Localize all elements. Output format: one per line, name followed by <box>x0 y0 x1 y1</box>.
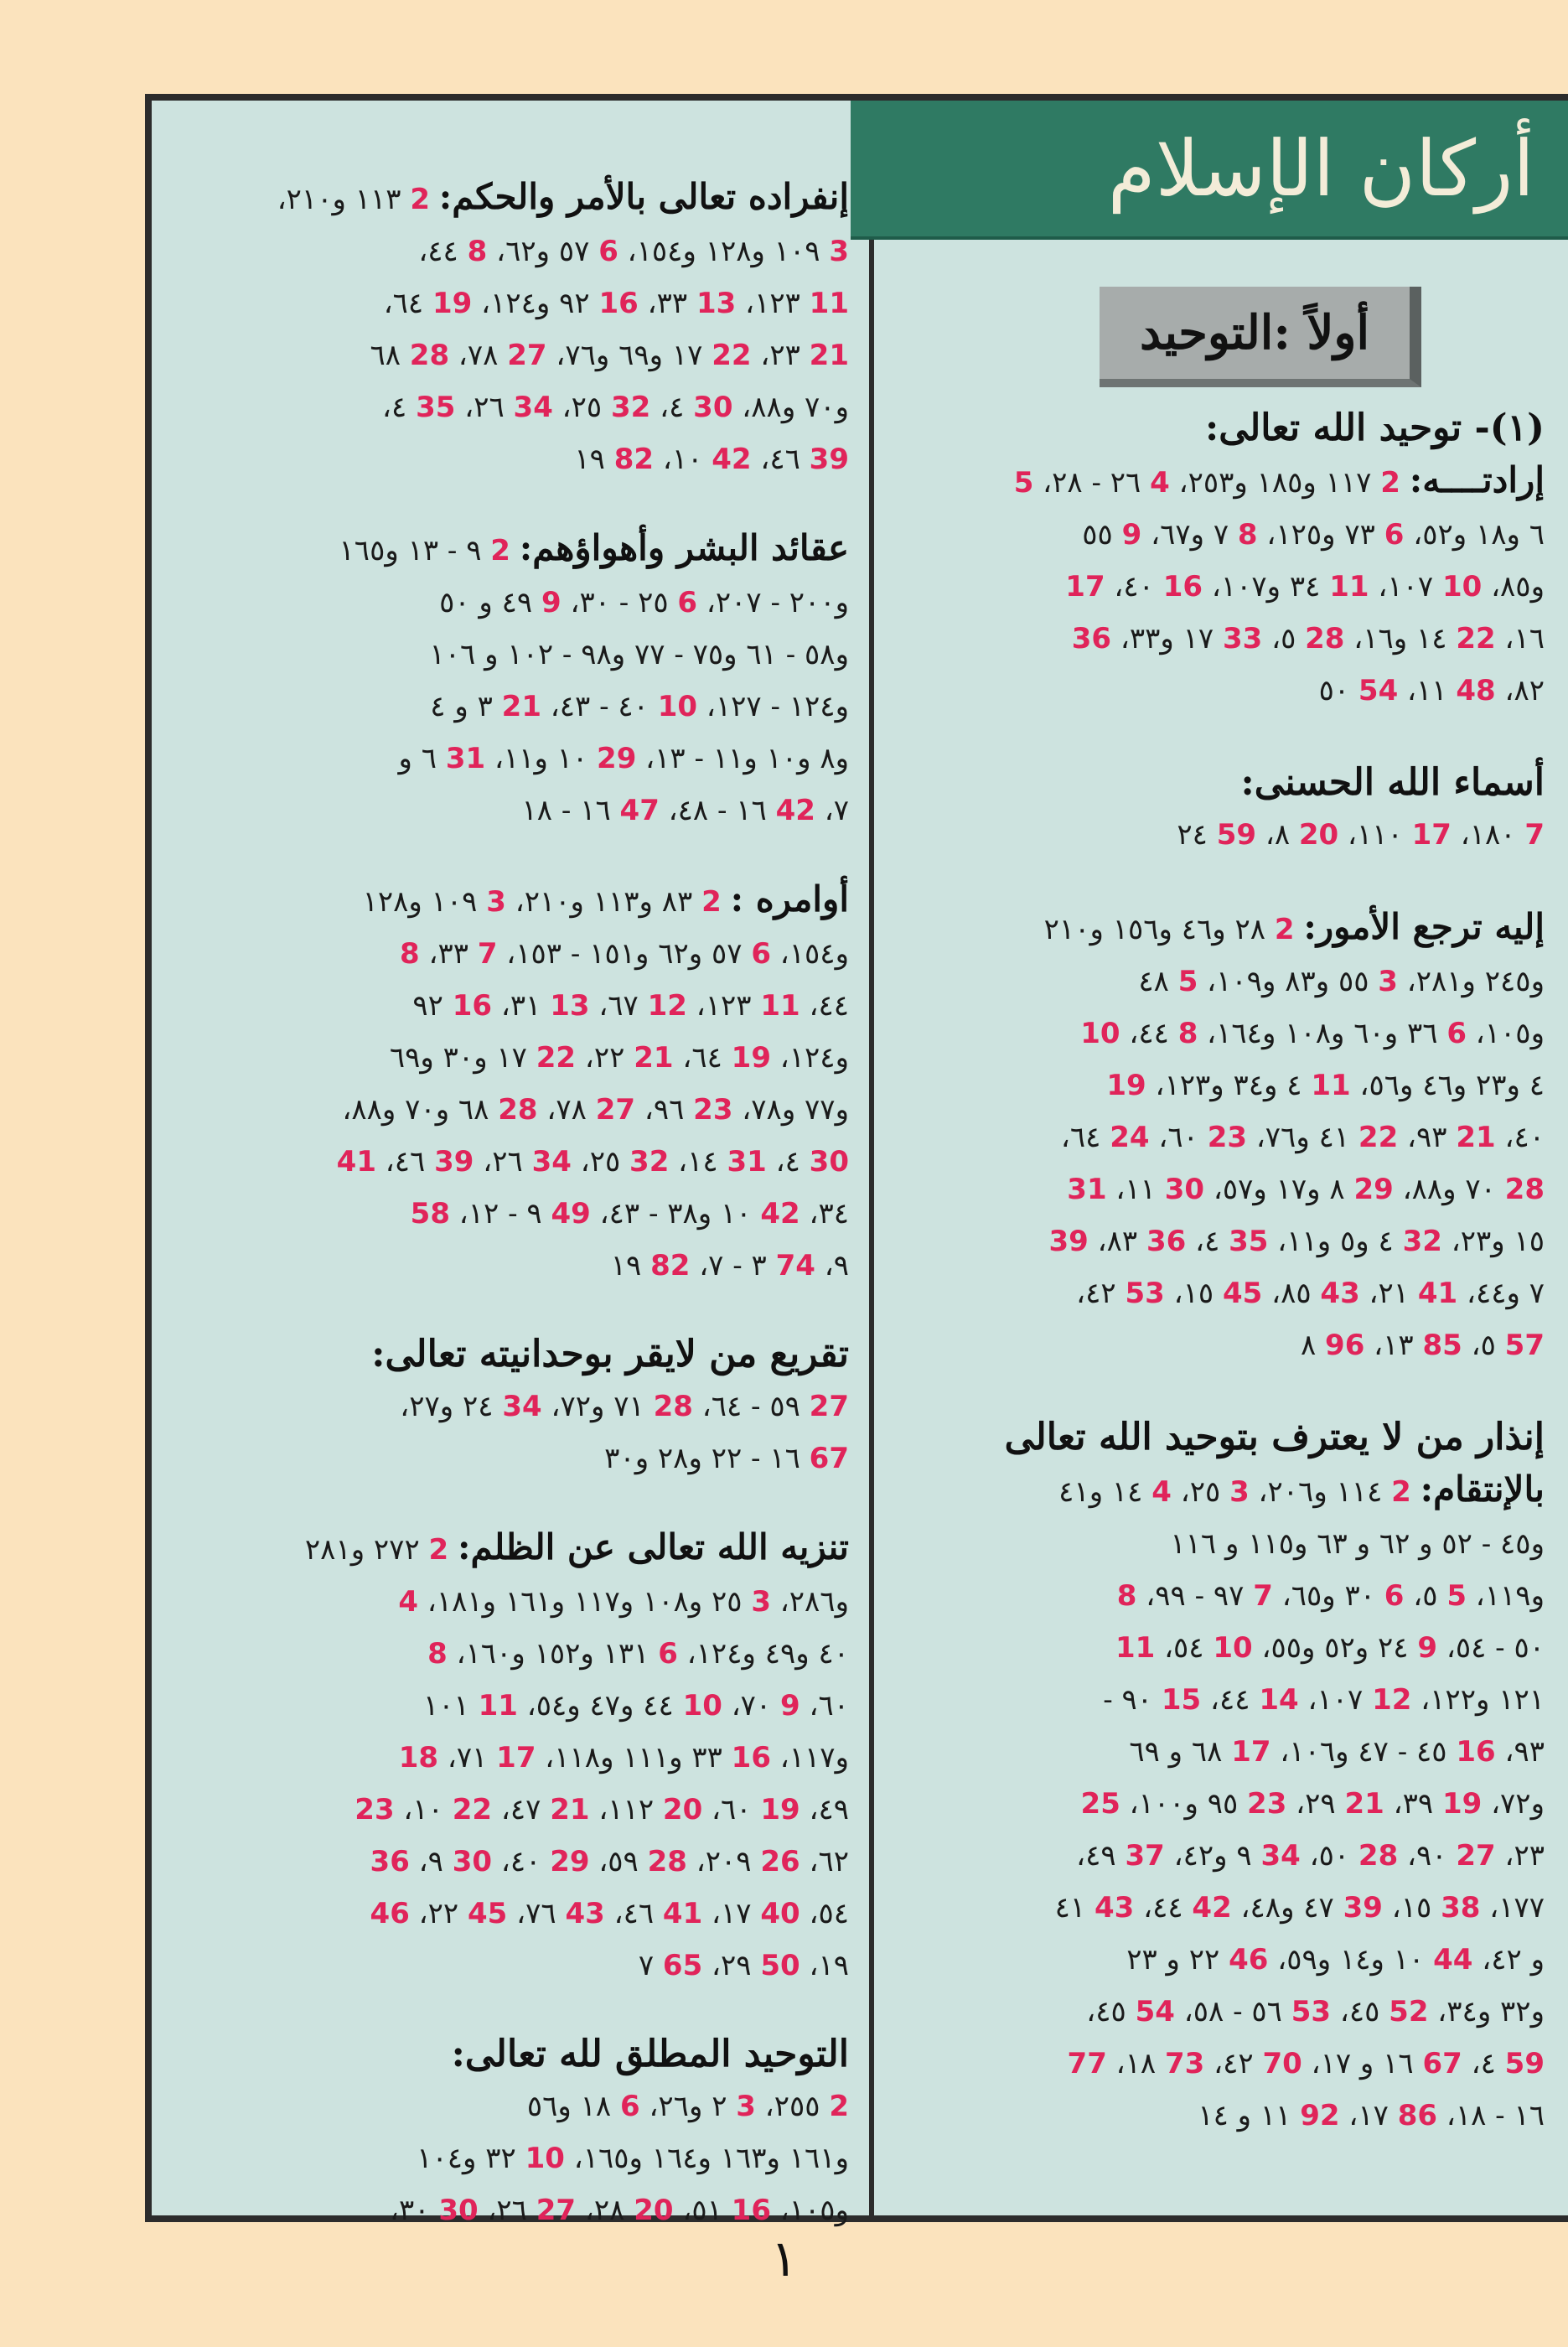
sura-number: 52 <box>1389 1995 1429 2028</box>
sura-number: 6 <box>658 1637 678 1671</box>
sura-number: 10 <box>1213 1631 1253 1665</box>
sura-number: 22 <box>1456 622 1496 655</box>
sura-number: 54 <box>1358 674 1399 707</box>
entry-line: و١٢٤، 19 ٦٤، 21 ٢٢، 22 ١٧ و٣٠ و٦٩ <box>389 1041 849 1075</box>
entry-line: بالإنتقام: 2 ١١٤ و٢٠٦، 3 ٢٥، 4 ١٤ و٤١ <box>1058 1469 1545 1510</box>
sura-number: 41 <box>1417 1277 1458 1310</box>
entry-line: و٨٥، 10 ١٠٧، 11 ٣٤ و١٠٧، 16 ٤٠، 17 <box>1065 570 1545 604</box>
sura-number: 30 <box>452 1845 493 1878</box>
sura-number: 92 <box>1300 2099 1340 2132</box>
sura-number: 35 <box>1229 1225 1269 1258</box>
sura-number: 3 <box>1229 1475 1250 1509</box>
entry-line: و٧٧ و٧٨، 23 ٩٦، 27 ٧٨، 28 ٦٨ و٧٠ و٨٨، <box>342 1093 849 1127</box>
sura-number: 43 <box>565 1897 605 1930</box>
entry-line: ٦٢، 26 ٢٠٩، 28 ٥٩، 29 ٤٠، 30 ٩، 36 <box>370 1845 849 1878</box>
right-column-content <box>851 402 1568 2142</box>
entry-line: ٦٠، 9 ٧٠، 10 ٤٤ و٤٧ و٥٤، 11 ١٠١ <box>422 1689 849 1723</box>
entry-line: و١٠٥، 6 ٣٦ و٦٠ و١٠٨ و١٦٤، 8 ٤٤، 10 <box>1080 1017 1545 1050</box>
block-heading: أوامره : <box>730 878 849 920</box>
sura-number: 17 <box>496 1741 536 1774</box>
sura-number: 8 <box>427 1637 448 1671</box>
sura-number: 10 <box>1441 570 1483 604</box>
sura-number: 32 <box>1402 1225 1442 1258</box>
entry-line: ٤ و٢٣ و٤٦ و٥٦، 11 ٤ و٣٤ و١٢٣، 19 <box>1106 1069 1545 1102</box>
entry-line: و٢٠٠ - ٢٠٧، 6 ٢٥ - ٣٠، 9 ٤٩ و ٥٠ <box>439 586 849 619</box>
sura-number: 8 <box>1116 1579 1137 1613</box>
sura-number: 4 <box>1150 466 1170 500</box>
sura-number: 3 <box>829 235 849 268</box>
entry-line: 39 ٤٦، 42 ١٠، 82 ١٩ <box>574 443 849 476</box>
entry-line: ١٩، 50 ٢٩، 65 ٧ <box>638 1949 849 1982</box>
sura-number: 30 <box>438 2194 479 2227</box>
sura-number: 11 <box>1311 1069 1351 1102</box>
sura-number: 58 <box>410 1197 450 1230</box>
sura-number: 28 <box>409 339 450 372</box>
entry-line: ٤٠، 21 ٩٣، 22 ٤١ و٧٦، 23 ٦٠، 24 ٦٤، <box>1060 1121 1545 1154</box>
sura-number: 48 <box>1456 674 1496 707</box>
entry-line: و١٦١ و١٦٣ و١٦٤ و١٦٥، 10 ٣٢ و١٠٤ <box>417 2142 849 2175</box>
sura-number: 17 <box>1231 1735 1271 1769</box>
sura-number: 32 <box>629 1145 670 1179</box>
sura-number: 16 <box>1162 570 1203 604</box>
sura-number: 11 <box>809 287 849 320</box>
entry-line: و٧٠ و٨٨، 30 ٤، 32 ٢٥، 34 ٢٦، 35 ٤، <box>382 391 849 424</box>
sura-number: 42 <box>712 443 752 476</box>
sura-number: 23 <box>1247 1787 1287 1821</box>
sura-number: 67 <box>809 1442 849 1475</box>
right-column <box>851 101 1568 2215</box>
sura-number: 29 <box>1353 1173 1394 1206</box>
block-heading: تقريع من لايقر بوحدانيته تعالى: <box>371 1333 849 1376</box>
sura-number: 21 <box>1456 1121 1496 1154</box>
sura-number: 42 <box>760 1197 800 1230</box>
entry-line: ٥٤، 40 ١٧، 41 ٤٦، 43 ٧٦، 45 ٢٢، 46 <box>370 1897 849 1930</box>
entry-line: 59 ٤، 67 ١٦ و ١٧، 70 ٤٢، 73 ١٨، 77 <box>1067 2047 1545 2080</box>
sura-number: 5 <box>1446 1579 1467 1613</box>
entry-line: 67 ١٦ - ٢٢ و٢٨ و٣٠ <box>604 1442 849 1475</box>
sura-number: 41 <box>662 1897 703 1930</box>
sura-number: 21 <box>1344 1787 1384 1821</box>
entry-line: ١٢١ و١٢٢، 12 ١٠٧، 14 ٤٤، 15 ٩٠ - <box>1103 1683 1545 1717</box>
sura-number: 6 <box>1446 1017 1467 1050</box>
entry-line: ١٦، 22 ١٤ و١٦، 28 ٥، 33 ١٧ و٣٣، 36 <box>1071 622 1545 655</box>
sura-number: 6 <box>598 235 618 268</box>
sura-number: 65 <box>662 1949 703 1982</box>
sura-number: 28 <box>1305 622 1345 655</box>
sura-number: 28 <box>653 1390 693 1423</box>
sura-number: 46 <box>370 1897 410 1930</box>
block-heading: بالإنتقام: <box>1420 1469 1545 1510</box>
entry-line: أوامره : 2 ٨٣ و١١٣ و٢١٠، 3 ١٠٩ و١٢٨ <box>362 878 849 920</box>
sura-number: 31 <box>445 742 486 775</box>
sura-number: 7 <box>1253 1579 1273 1613</box>
sura-number: 29 <box>550 1845 590 1878</box>
sura-number: 46 <box>1229 1943 1269 1977</box>
sura-number: 9 <box>1121 518 1142 552</box>
entry-line: 30 ٤، 31 ١٤، 32 ٢٥، 34 ٢٦، 39 ٤٦، 41 <box>336 1145 849 1179</box>
sura-number: 2 <box>490 534 510 567</box>
sura-number: 85 <box>1422 1329 1462 1362</box>
sura-number: 30 <box>809 1145 849 1179</box>
block-heading: إليه ترجع الأمور: <box>1303 906 1545 947</box>
block-heading: عقائد البشر وأهواؤهم: <box>519 527 849 568</box>
entry-line: و٥٨ - ٦١ و٧٥ - ٧٧ و٩٨ - ١٠٢ و ١٠٦ <box>429 638 849 671</box>
sura-number: 34 <box>1260 1839 1301 1873</box>
sura-number: 41 <box>336 1145 376 1179</box>
sura-number: 13 <box>550 989 590 1023</box>
sura-number: 6 <box>1384 518 1405 552</box>
entry-line: و٢٨٦، 3 ٢٥ و١٠٨ و١١٧ و١٦١ و١٨١، 4 <box>398 1585 849 1619</box>
entry-line: و١٢٤ - ١٢٧، 10 ٤٠ - ٤٣، 21 ٣ و ٤ <box>430 690 849 723</box>
sura-number: 32 <box>610 391 651 424</box>
sura-number: 9 <box>541 586 561 619</box>
entry-line: 28 ٧٠ و٨٨، 29 ٨ و١٧ و٥٧، 30 ١١، 31 <box>1067 1173 1545 1206</box>
block-heading: أسماء الله الحسنى: <box>1240 761 1545 804</box>
sura-number: 25 <box>1080 1787 1120 1821</box>
sura-number: 70 <box>1262 2047 1302 2080</box>
sura-number: 45 <box>468 1897 508 1930</box>
sura-number: 86 <box>1397 2099 1438 2132</box>
entry-line: 2 ٢٥٥، 3 ٢ و٢٦، 6 ١٨ و٥٦ <box>526 2090 849 2123</box>
entry-line: ٤٤، 11 ١٢٣، 12 ٦٧، 13 ٣١، 16 ٩٢ <box>412 989 849 1023</box>
entry-line: ١٦ - ١٨، 86 ١٧، 92 ١١ و ١٤ <box>1198 2099 1545 2132</box>
sura-number: 6 <box>751 937 771 971</box>
sura-number: 8 <box>1237 518 1258 552</box>
sura-number: 23 <box>1207 1121 1248 1154</box>
sura-number: 28 <box>1504 1173 1545 1206</box>
block-heading: إرادتــــه: <box>1409 459 1545 500</box>
section-heading: (١)- توحيد الله تعالى: <box>1204 407 1545 449</box>
sura-number: 42 <box>1192 1891 1232 1925</box>
sura-number: 19 <box>432 287 473 320</box>
sura-number: 22 <box>1358 1121 1399 1154</box>
entry-line: ٤٠ و٤٩ و١٢٤، 6 ١٣١ و١٥٢ و١٦٠، 8 <box>427 1637 849 1671</box>
sura-number: 35 <box>416 391 456 424</box>
entry-line: و ٤٢، 44 ١٠ و١٤ و٥٩، 46 ٢٢ و ٢٣ <box>1126 1943 1545 1977</box>
sura-number: 3 <box>486 885 506 919</box>
entry-line: و٣٢ و٣٤، 52 ٤٥، 53 ٥٦ - ٥٨، 54 ٤٥، <box>1086 1995 1545 2028</box>
sura-number: 17 <box>1065 570 1105 604</box>
sura-number: 3 <box>1378 965 1398 998</box>
sura-number: 45 <box>1222 1277 1263 1310</box>
entry-line: و١١٩، 5 ٥، 6 ٣٠ و٦٥، 7 ٩٧ - ٩٩، 8 <box>1116 1579 1545 1613</box>
sura-number: 6 <box>619 2090 640 2123</box>
sura-number: 2 <box>1274 913 1295 946</box>
entry-line: تنزيه الله تعالى عن الظلم: 2 ٢٧٢ و٢٨١ <box>304 1526 849 1567</box>
sura-number: 21 <box>501 690 541 723</box>
sura-number: 8 <box>400 937 420 971</box>
entry-line: ٨٢، 48 ١١، 54 ٥٠ <box>1318 674 1545 707</box>
sura-number: 18 <box>398 1741 439 1774</box>
sura-number: 10 <box>657 690 698 723</box>
sura-number: 36 <box>1071 622 1112 655</box>
sura-number: 27 <box>507 339 547 372</box>
sura-number: 22 <box>712 339 752 372</box>
sura-number: 7 <box>1524 818 1545 852</box>
sura-number: 10 <box>525 2142 565 2175</box>
entry-line: إرادتــــه: 2 ١١٧ و١٨٥ و٢٥٣، 4 ٢٦ - ٢٨، 5 <box>1013 459 1545 500</box>
sura-number: 38 <box>1441 1891 1481 1925</box>
sura-number: 11 <box>1329 570 1369 604</box>
sura-number: 39 <box>1048 1225 1089 1258</box>
entry-line: ٤٩، 19 ٦٠، 20 ١١٢، 21 ٤٧، 22 ١٠، 23 <box>354 1793 849 1826</box>
sura-number: 16 <box>452 989 493 1023</box>
header-bar <box>851 101 1568 240</box>
sura-number: 30 <box>693 391 733 424</box>
sura-number: 2 <box>1391 1475 1411 1509</box>
sura-number: 57 <box>1504 1329 1545 1362</box>
sura-number: 8 <box>1177 1017 1198 1050</box>
sura-number: 27 <box>536 2194 577 2227</box>
sura-number: 39 <box>434 1145 474 1179</box>
sura-number: 36 <box>1146 1225 1187 1258</box>
entry-line: و٧٢، 19 ٣٩، 21 ٢٩، 23 ٩٥ و١٠٠، 25 <box>1080 1787 1545 1821</box>
entry-line: عقائد البشر وأهواؤهم: 2 ٩ - ١٣ و١٦٥ <box>339 527 849 568</box>
entry-line: 21 ٢٣، 22 ١٧ و٦٩ و٧٦، 27 ٧٨، 28 ٦٨ <box>370 339 849 372</box>
right-block <box>874 757 1545 861</box>
sura-number: 23 <box>354 1793 395 1826</box>
sura-number: 17 <box>1411 818 1452 852</box>
entry-line: ٧ و٤٤، 41 ٢١، 43 ٨٥، 45 ١٥، 53 ٤٢، <box>1076 1277 1545 1310</box>
sura-number: 20 <box>662 1793 703 1826</box>
sura-number: 19 <box>1106 1069 1146 1102</box>
sura-number: 36 <box>370 1845 410 1878</box>
entry-line: ٣٤، 42 ١٠ و٣٨ - ٤٣، 49 ٩ - ١٢، 58 <box>410 1197 849 1230</box>
sura-number: 24 <box>1110 1121 1150 1154</box>
sura-number: 16 <box>731 2194 771 2227</box>
entry-line: و٢٤٥ و٢٨١، 3 ٥٥ و٨٣ و١٠٩، 5 ٤٨ <box>1138 965 1545 998</box>
sura-number: 19 <box>760 1793 800 1826</box>
sura-number: 27 <box>809 1390 849 1423</box>
left-block <box>175 522 849 837</box>
sura-number: 15 <box>1161 1683 1202 1717</box>
page-title: أركان الإسلام <box>1107 123 1534 214</box>
sura-number: 7 <box>477 937 498 971</box>
sura-number: 2 <box>410 183 430 216</box>
entry-line: ١٥ و٢٣، 32 ٤ و٥ و١١، 35 ٤، 36 ٨٣، 39 <box>1048 1225 1545 1258</box>
sura-number: 21 <box>809 339 849 372</box>
entry-line: ٧، 42 ١٦ - ٤٨، 47 ١٦ - ١٨ <box>521 794 849 827</box>
right-block <box>874 1412 1545 2142</box>
left-block <box>175 1521 849 1992</box>
left-block <box>175 171 849 485</box>
sura-number: 6 <box>1384 1579 1405 1613</box>
sura-number: 12 <box>1372 1683 1412 1717</box>
entry-line: ٦ و١٨ و٥٢، 6 ٧٣ و١٢٥، 8 ٧ و٦٧، 9 ٥٥ <box>1082 518 1545 552</box>
sura-number: 10 <box>1080 1017 1120 1050</box>
entry-line: و١٥٤، 6 ٥٧ و٦٢ و١٥١ - ١٥٣، 7 ٣٣، 8 <box>400 937 849 971</box>
sura-number: 31 <box>1067 1173 1107 1206</box>
sura-number: 34 <box>513 391 553 424</box>
sura-number: 23 <box>693 1093 733 1127</box>
sura-number: 82 <box>650 1249 691 1282</box>
sura-number: 49 <box>551 1197 591 1230</box>
sura-number: 43 <box>1320 1277 1360 1310</box>
sura-number: 21 <box>634 1041 674 1075</box>
sura-number: 11 <box>478 1689 518 1723</box>
entry-line: ٥٠ - ٥٤، 9 ٢٤ و٥٢ و٥٥، 10 ٥٤، 11 <box>1115 1631 1545 1665</box>
sura-number: 11 <box>1115 1631 1156 1665</box>
sura-number: 39 <box>1343 1891 1383 1925</box>
sura-number: 34 <box>531 1145 572 1179</box>
sura-number: 19 <box>1441 1787 1483 1821</box>
sura-number: 26 <box>760 1845 800 1878</box>
sura-number: 5 <box>1177 965 1198 998</box>
left-block <box>175 873 849 1292</box>
sura-number: 34 <box>502 1390 542 1423</box>
page-frame <box>145 94 1568 2227</box>
sura-number: 8 <box>467 235 488 268</box>
section-subtitle: أولاً :التوحيد <box>1100 287 1421 387</box>
entry-line: ٢٣، 27 ٩٠، 28 ٥٠، 34 ٩ و٤٢، 37 ٤٩، <box>1076 1839 1545 1873</box>
sura-number: 16 <box>1456 1735 1496 1769</box>
entry-line: 3 ١٠٩ و١٢٨ و١٥٤، 6 ٥٧ و٦٢، 8 ٤٤، <box>418 235 849 268</box>
left-column-content <box>152 171 872 2236</box>
page-number: ١ <box>770 2230 798 2288</box>
block-heading: تنزيه الله تعالى عن الظلم: <box>458 1526 849 1567</box>
sura-number: 3 <box>736 2090 756 2123</box>
block-heading: إنفراده تعالى بالأمر والحكم: <box>438 176 849 217</box>
sura-number: 2 <box>428 1533 449 1567</box>
entry-line: و١١٧، 16 ٣٣ و١١١ و١١٨، 17 ٧١، 18 <box>398 1741 849 1774</box>
sura-number: 77 <box>1067 2047 1107 2080</box>
entry-line: إنفراده تعالى بالأمر والحكم: 2 ١١٣ و٢١٠، <box>277 176 849 217</box>
right-block <box>874 454 1545 717</box>
sura-number: 67 <box>1422 2047 1462 2080</box>
sura-number: 59 <box>1216 818 1257 852</box>
sura-number: 11 <box>760 989 800 1023</box>
sura-number: 31 <box>727 1145 767 1179</box>
sura-number: 4 <box>1151 1475 1172 1509</box>
sura-number: 39 <box>809 443 849 476</box>
sura-number: 42 <box>775 794 815 827</box>
sura-number: 30 <box>1164 1173 1205 1206</box>
sura-number: 9 <box>1417 1631 1438 1665</box>
sura-number: 3 <box>751 1585 771 1619</box>
sura-number: 5 <box>1013 466 1034 500</box>
sura-number: 14 <box>1259 1683 1299 1717</box>
sura-number: 9 <box>780 1689 800 1723</box>
sura-number: 12 <box>647 989 687 1023</box>
entry-line: إليه ترجع الأمور: 2 ٢٨ و٤٦ و١٥٦ و٢١٠ <box>1043 906 1545 947</box>
entry-line: ٩، 74 ٣ - ٧، 82 ١٩ <box>610 1249 849 1282</box>
sura-number: 28 <box>498 1093 538 1127</box>
sura-number: 53 <box>1291 1995 1332 2028</box>
sura-number: 50 <box>760 1949 800 1982</box>
sura-number: 28 <box>647 1845 687 1878</box>
sura-number: 33 <box>1222 622 1263 655</box>
sura-number: 16 <box>598 287 639 320</box>
sura-number: 27 <box>1456 1839 1496 1873</box>
sura-number: 73 <box>1165 2047 1205 2080</box>
entry-line: 57 ٥، 85 ١٣، 96 ٨ <box>1300 1329 1545 1362</box>
left-block <box>175 2028 849 2236</box>
entry-line: 27 ٥٩ - ٦٤، 28 ٧١ و٧٢، 34 ٢٤ و٢٧، <box>400 1390 849 1423</box>
sura-number: 10 <box>682 1689 722 1723</box>
sura-number: 27 <box>595 1093 636 1127</box>
entry-line: 11 ١٢٣، 13 ٣٣، 16 ٩٢ و١٢٤، 19 ٦٤، <box>383 287 849 320</box>
entry-line: و٤٥ - ٥٢ و ٦٢ و ٦٣ و١١٥ و ١١٦ <box>1170 1527 1545 1561</box>
sura-number: 44 <box>1433 1943 1473 1977</box>
sura-number: 28 <box>1358 1839 1399 1873</box>
sura-number: 40 <box>760 1897 800 1930</box>
sura-number: 53 <box>1125 1277 1165 1310</box>
entry-line: ١٧٧، 38 ١٥، 39 ٤٧ و٤٨، 42 ٤٤، 43 ٤١ <box>1054 1891 1545 1925</box>
sura-number: 4 <box>398 1585 419 1619</box>
sura-number: 21 <box>550 1793 590 1826</box>
left-block <box>175 1329 849 1484</box>
sura-number: 47 <box>619 794 660 827</box>
entry-line: ٩٣، 16 ٤٥ - ٤٧ و١٠٦، 17 ٦٨ و ٦٩ <box>1129 1735 1545 1769</box>
sura-number: 74 <box>775 1249 815 1282</box>
entry-line: 7 ١٨٠، 17 ١١٠، 20 ٨، 59 ٢٤ <box>1177 818 1545 852</box>
left-column <box>152 101 872 2227</box>
sura-number: 96 <box>1325 1329 1365 1362</box>
block-heading: التوحيد المطلق لله تعالى: <box>451 2033 849 2075</box>
sura-number: 2 <box>701 885 722 919</box>
sura-number: 22 <box>536 1041 577 1075</box>
sura-number: 13 <box>696 287 737 320</box>
right-block <box>874 901 1545 1371</box>
sura-number: 43 <box>1094 1891 1135 1925</box>
sura-number: 6 <box>677 586 698 619</box>
sura-number: 22 <box>452 1793 493 1826</box>
sura-number: 29 <box>597 742 637 775</box>
sura-number: 20 <box>1298 818 1339 852</box>
sura-number: 2 <box>829 2090 849 2123</box>
sura-number: 19 <box>731 1041 771 1075</box>
sura-number: 20 <box>634 2194 674 2227</box>
sura-number: 2 <box>1380 466 1400 500</box>
block-heading: إنذار من لا يعترف بتوحيد الله تعالى <box>1004 1416 1545 1458</box>
entry-line: و١٠٥، 16 ٥١، 20 ٢٨، 27 ٢٦، 30 ٣٠، <box>389 2194 849 2227</box>
sura-number: 16 <box>731 1741 771 1774</box>
entry-line: و٨ و١٠ و١١ - ١٣، 29 ١٠ و١١، 31 ٦ و <box>398 742 849 775</box>
sura-number: 54 <box>1135 1995 1175 2028</box>
sura-number: 37 <box>1125 1839 1165 1873</box>
sura-number: 82 <box>613 443 655 476</box>
sura-number: 59 <box>1504 2047 1545 2080</box>
